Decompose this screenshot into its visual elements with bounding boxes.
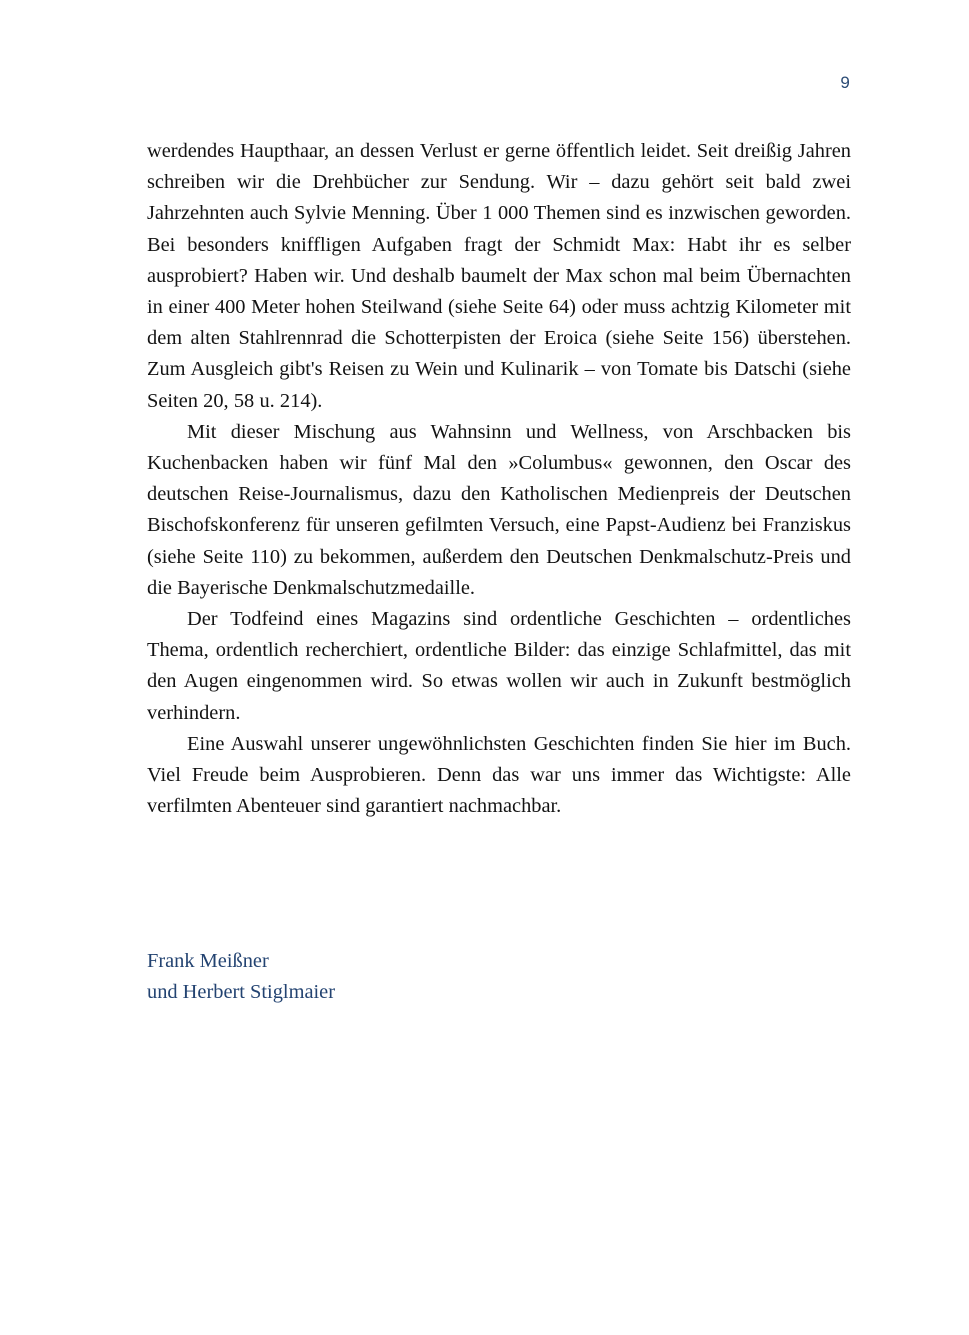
paragraph-2: Mit dieser Mischung aus Wahnsinn und Wellness, von Arschbacken bis Kuchenbacken haben wir fünf Mal den »Columbus« gewonnen, den Oscar des deutschen Reise-Journalismus, dazu den Katholischen Medienpreis der Deutschen Bischofskonferenz für unseren gefilmten Versuch, eine Papst-Audienz bei Franziskus (siehe Seite 110) zu bekommen, außerdem den Deutschen Denkmalschutz-Preis und die Bayerische Denkmalschutzmedaille.	[147, 420, 851, 599]
signature-block	[147, 946, 851, 1008]
signature-line-2: und Herbert Stiglmaier	[147, 981, 335, 1004]
page-number: 9	[840, 73, 850, 92]
paragraph-1: werdendes Haupthaar, an dessen Verlust er gerne öffentlich leidet. Seit dreißig Jahren schreiben wir die Drehbücher zur Sendung. Wir – dazu gehört seit bald zwei Jahrzehnten auch Sylvie Menning. Über 1 000 Themen sind es inzwischen geworden. Bei besonders kniffligen Aufgaben fragt der Schmidt Max: Habt ihr es selber ausprobiert? Haben wir. Und deshalb baumelt der Max schon mal beim Übernachten in einer 400 Meter hohen Steilwand (siehe Seite 64) oder muss achtzig Kilometer mit dem alten Stahlrennrad die Schotterpisten der Eroica (siehe Seite 156) überstehen. Zum Ausgleich gibt's Reisen zu Wein und Kulinarik – von Tomate bis Datschi (siehe Seiten 20, 58 u. 214).	[147, 140, 851, 412]
paragraph-3: Der Todfeind eines Magazins sind ordentliche Geschichten – ordentliches Thema, ordentlich recherchiert, ordentliche Bilder: das einzige Schlafmittel, das mit den Augen eingenommen wird. So etwas wollen wir auch in Zukunft bestmöglich verhindern.	[147, 608, 851, 724]
paragraph-4: Eine Auswahl unserer ungewöhnlichsten Geschichten finden Sie hier im Buch. Viel Freude beim Ausprobieren. Denn das war uns immer das Wichtigste: Alle verfilmten Abenteuer sind garantiert nachmachbar.	[147, 732, 851, 818]
signature-line-1: Frank Meißner	[147, 950, 269, 972]
folio-row	[147, 74, 850, 93]
body-text-block	[147, 136, 851, 822]
